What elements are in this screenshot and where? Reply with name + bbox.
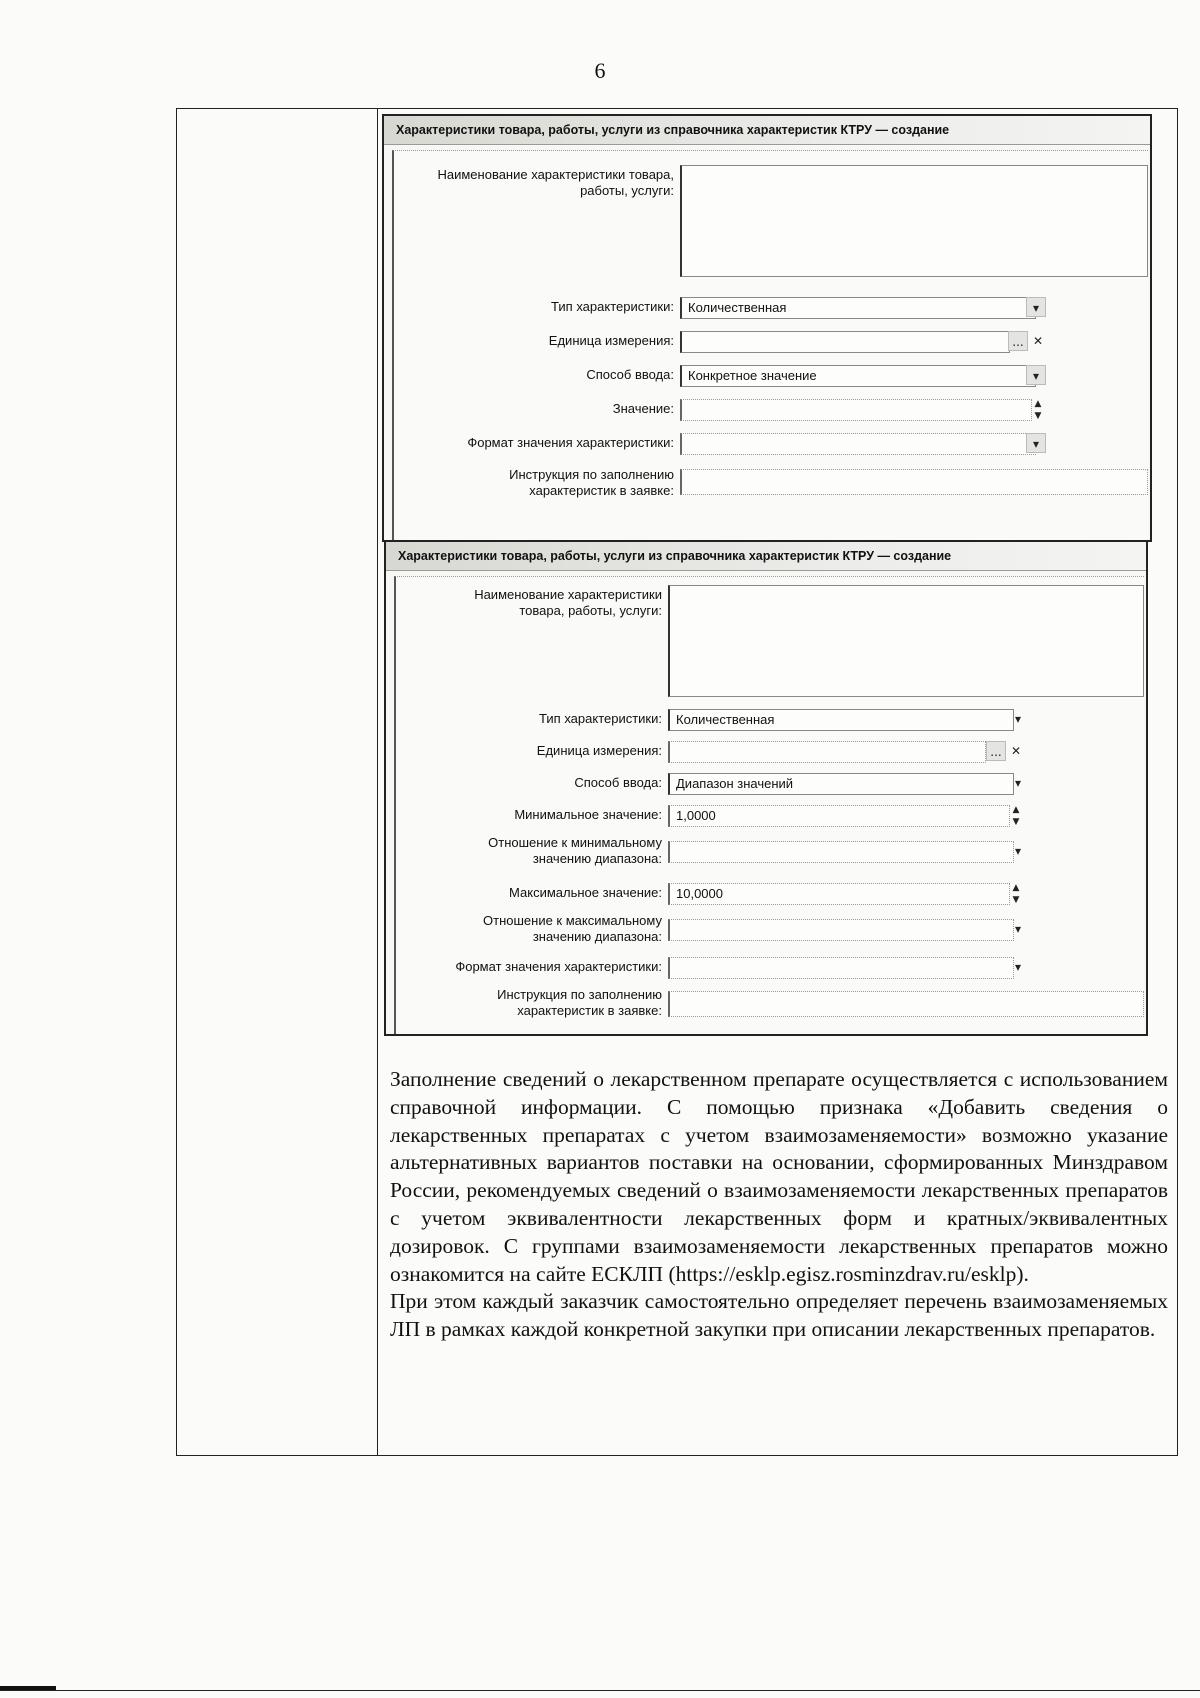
body-text [390, 1066, 1168, 1344]
footer-rule [0, 1690, 1200, 1691]
form2-input-method-select[interactable]: Диапазон значений [668, 773, 1014, 795]
form1-value-input[interactable] [680, 399, 1032, 421]
form1-type-select[interactable]: Количественная [680, 297, 1036, 319]
form1-format-label: Формат значения характеристики: [467, 435, 674, 450]
form1-title: Характеристики товара, работы, услуги из справочника характеристик КТРУ — создание [384, 116, 1150, 145]
form2-instruction-label: Инструкция по заполнению характеристик в заявке: [497, 987, 662, 1018]
form2-unit-input[interactable] [668, 741, 986, 763]
form2-unit-label: Единица измерения: [536, 743, 662, 758]
form2-max-relation-select[interactable] [668, 919, 1014, 941]
form1-type-label: Тип характеристики: [551, 299, 674, 314]
form2-max-relation-dropdown-icon[interactable]: ▾ [1014, 922, 1022, 936]
body-paragraph-1: Заполнение сведений о лекарственном препарате осуществляется с использованием справочной информации. С помощью признака «Добавить сведения о лекарственных препаратах с учетом взаимозаменяемости» возможно указание альтернативных вариантов поставки на основании, сформированных Минздравом России, рекомендуемых сведений о взаимозаменяемости лекарственных препаратов с учетом эквивалентности лекарственных форм и кратных/эквивалентных дозировок. С группами взаимозаменяемости лекарственных препаратов можно ознакомится на сайте ЕСКЛП (https://esklp.egisz.rosminzdrav.ru/esklp). [390, 1067, 1168, 1286]
form2-format-label: Формат значения характеристики: [455, 959, 662, 974]
form1-unit-lookup-icon[interactable]: ... [1008, 331, 1028, 351]
form1-value-label: Значение: [612, 401, 674, 416]
form2-input-method-dropdown-icon[interactable]: ▾ [1014, 776, 1022, 790]
form2-title: Характеристики товара, работы, услуги из справочника характеристик КТРУ — создание [386, 542, 1146, 571]
form1-unit-input[interactable] [680, 331, 1010, 353]
form2-max-relation-label: Отношение к максимальному значению диапазона: [483, 913, 662, 944]
form2-min-relation-dropdown-icon[interactable]: ▾ [1014, 844, 1022, 858]
form2-min-value-input[interactable]: 1,0000 [668, 805, 1010, 827]
form2-type-dropdown-icon[interactable]: ▾ [1014, 712, 1022, 726]
form1-instruction-textarea[interactable] [680, 469, 1148, 495]
spin-down-icon[interactable]: ▼ [1012, 895, 1020, 905]
form2-min-relation-label: Отношение к минимальному значению диапазона: [488, 835, 662, 866]
body-paragraph-2: При этом каждый заказчик самостоятельно определяет перечень взаимозаменяемых ЛП в рамках каждой конкретной закупки при описании лекарственных препаратов. [390, 1289, 1168, 1342]
form-screenshot-1 [382, 114, 1152, 542]
form1-format-dropdown-icon[interactable]: ▾ [1026, 433, 1046, 453]
form2-name-label: Наименование характеристики товара, работы, услуги: [474, 587, 662, 618]
form1-input-method-label: Способ ввода: [586, 367, 674, 382]
form2-max-value-input[interactable]: 10,0000 [668, 883, 1010, 905]
form2-body [394, 576, 1144, 1034]
form1-name-textarea[interactable] [680, 165, 1148, 277]
form2-unit-clear-icon[interactable]: ✕ [1010, 744, 1022, 758]
form1-input-method-select[interactable]: Конкретное значение [680, 365, 1036, 387]
form2-instruction-textarea[interactable] [668, 991, 1144, 1017]
form2-max-value-label: Максимальное значение: [509, 885, 662, 900]
form2-input-method-label: Способ ввода: [574, 775, 662, 790]
spin-up-icon[interactable]: ▲ [1012, 883, 1020, 893]
form2-format-select[interactable] [668, 957, 1014, 979]
form1-type-dropdown-icon[interactable]: ▾ [1026, 297, 1046, 317]
spin-up-icon[interactable]: ▲ [1012, 805, 1020, 815]
form1-unit-clear-icon[interactable]: ✕ [1032, 334, 1044, 348]
form2-format-dropdown-icon[interactable]: ▾ [1014, 960, 1022, 974]
spin-down-icon[interactable]: ▼ [1012, 817, 1020, 827]
form1-instruction-label: Инструкция по заполнению характеристик в заявке: [509, 467, 674, 498]
form2-max-value-spinner[interactable] [1008, 882, 1024, 906]
form2-min-relation-select[interactable] [668, 841, 1014, 863]
form1-unit-label: Единица измерения: [548, 333, 674, 348]
form1-format-select[interactable] [680, 433, 1036, 455]
form2-unit-lookup-icon[interactable]: ... [986, 741, 1006, 761]
form1-name-label: Наименование характеристики товара, работы, услуги: [437, 167, 674, 198]
form2-type-label: Тип характеристики: [539, 711, 662, 726]
form2-min-value-label: Минимальное значение: [514, 807, 662, 822]
form1-body [392, 150, 1148, 540]
column-divider [377, 109, 378, 1455]
form2-name-textarea[interactable] [668, 585, 1144, 697]
page-number: 6 [594, 58, 606, 83]
spin-up-icon[interactable]: ▲ [1034, 399, 1042, 409]
form1-value-spinner[interactable] [1030, 398, 1046, 422]
form2-min-value-spinner[interactable] [1008, 804, 1024, 828]
form2-type-select[interactable]: Количественная [668, 709, 1014, 731]
spin-down-icon[interactable]: ▼ [1034, 411, 1042, 421]
form-screenshot-2 [384, 540, 1148, 1036]
form1-input-method-dropdown-icon[interactable]: ▾ [1026, 365, 1046, 385]
